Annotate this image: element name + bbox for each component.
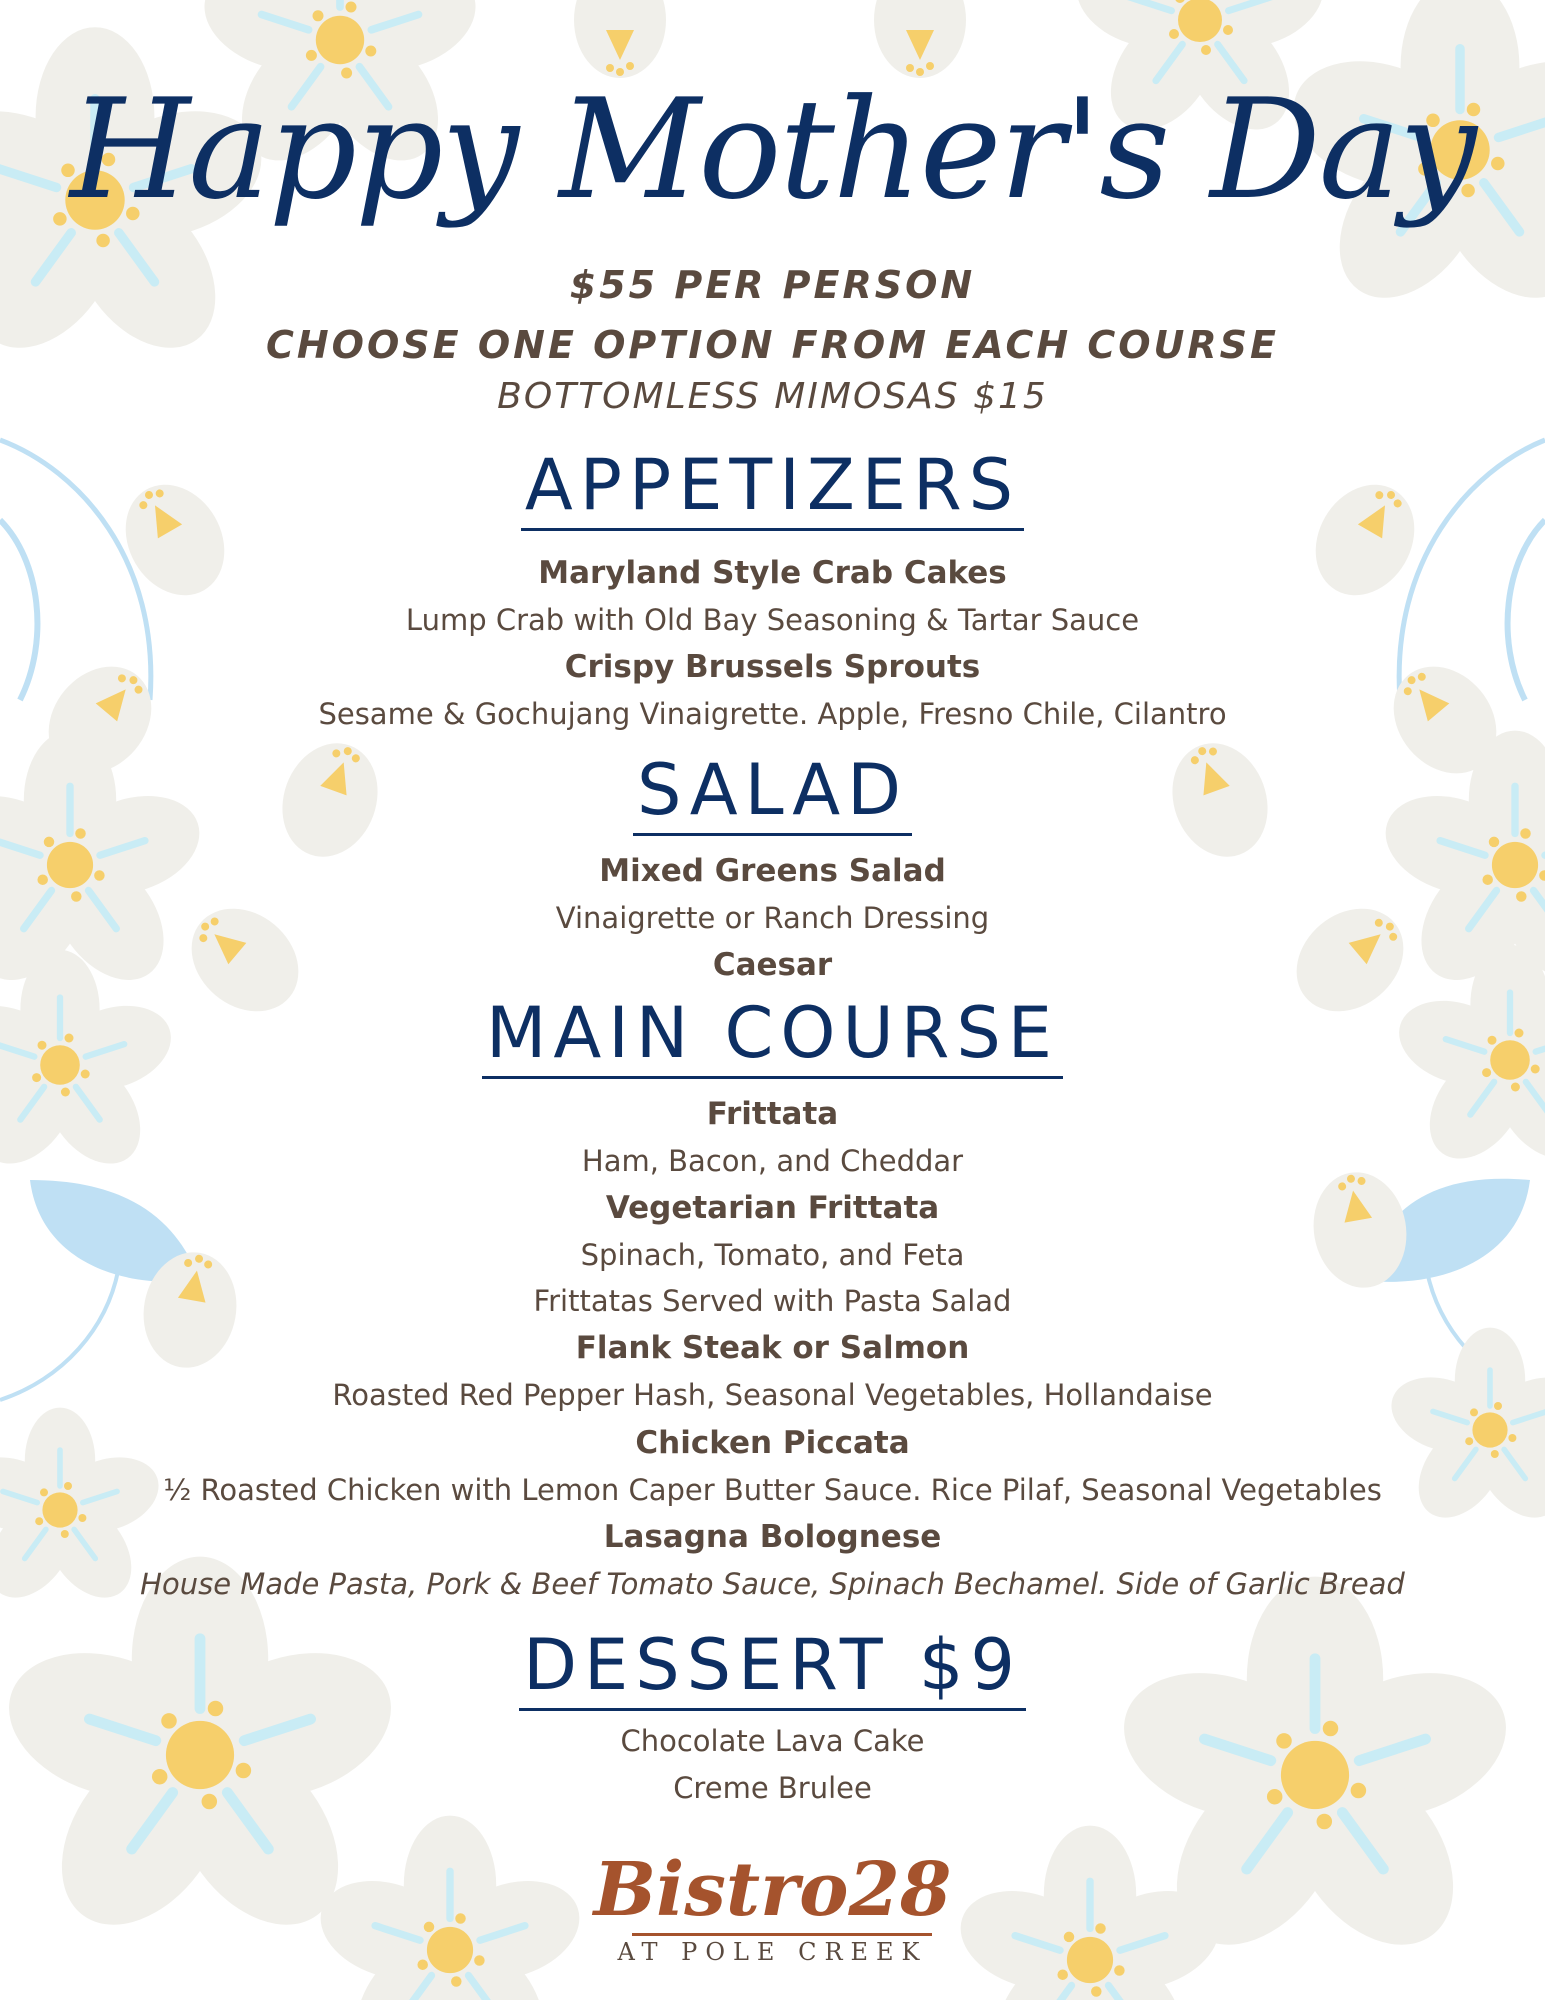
logo-divider — [632, 1933, 932, 1936]
menu-item-name: Chicken Piccata — [635, 1425, 910, 1461]
page-title: Happy Mother's Day — [70, 69, 1475, 230]
mimosa-offer: BOTTOMLESS MIMOSAS $15 — [497, 376, 1048, 417]
course-instructions: CHOOSE ONE OPTION FROM EACH COURSE — [265, 323, 1280, 367]
menu-item-note: Frittatas Served with Pasta Salad — [533, 1284, 1012, 1318]
menu-item-description: Roasted Red Pepper Hash, Seasonal Vegetables, Hollandaise — [332, 1378, 1213, 1412]
section-title: MAIN COURSE — [482, 992, 1063, 1079]
section-title: DESSERT $9 — [519, 1624, 1026, 1711]
logo-wordmark: Bistro28 — [593, 1847, 952, 1933]
menu-item-name: Caesar — [712, 947, 833, 983]
menu-item-name: Vegetarian Frittata — [605, 1190, 940, 1226]
price-per-person: $55 PER PERSON — [569, 263, 976, 307]
logo-tagline: AT POLE CREEK — [617, 1938, 928, 1966]
section-heading-dessert — [0, 1620, 1545, 1710]
menu-item-description: Chocolate Lava Cake — [620, 1724, 925, 1758]
menu-item-description: ½ Roasted Chicken with Lemon Caper Butter Sauce. Rice Pilaf, Seasonal Vegetables — [163, 1473, 1382, 1507]
menu-item-name: Lasagna Bolognese — [603, 1519, 942, 1555]
menu-item-description: Lump Crab with Old Bay Seasoning & Tartar Sauce — [405, 603, 1140, 637]
menu-item-name: Mixed Greens Salad — [599, 853, 946, 889]
restaurant-logo — [0, 1845, 1545, 1975]
menu-item-name: Crispy Brussels Sprouts — [564, 649, 981, 685]
menu-item-name: Flank Steak or Salmon — [575, 1330, 970, 1366]
menu-item-name: Maryland Style Crab Cakes — [538, 555, 1007, 591]
menu-item-description: House Made Pasta, Pork & Beef Tomato Sauce, Spinach Bechamel. Side of Garlic Bread — [140, 1567, 1405, 1601]
section-heading-appetizers — [0, 440, 1545, 530]
section-heading-main-course — [0, 988, 1545, 1078]
menu-item-description: Spinach, Tomato, and Feta — [580, 1238, 965, 1272]
section-title: APPETIZERS — [521, 444, 1024, 531]
menu-item-description: Vinaigrette or Ranch Dressing — [555, 901, 990, 935]
menu-item-name: Frittata — [706, 1096, 839, 1132]
menu-item-description: Sesame & Gochujang Vinaigrette. Apple, Fresno Chile, Cilantro — [318, 697, 1227, 731]
menu-item-description: Creme Brulee — [673, 1771, 872, 1805]
section-title: SALAD — [633, 749, 912, 836]
section-heading-salad — [0, 745, 1545, 835]
menu-item-description: Ham, Bacon, and Cheddar — [581, 1144, 964, 1178]
